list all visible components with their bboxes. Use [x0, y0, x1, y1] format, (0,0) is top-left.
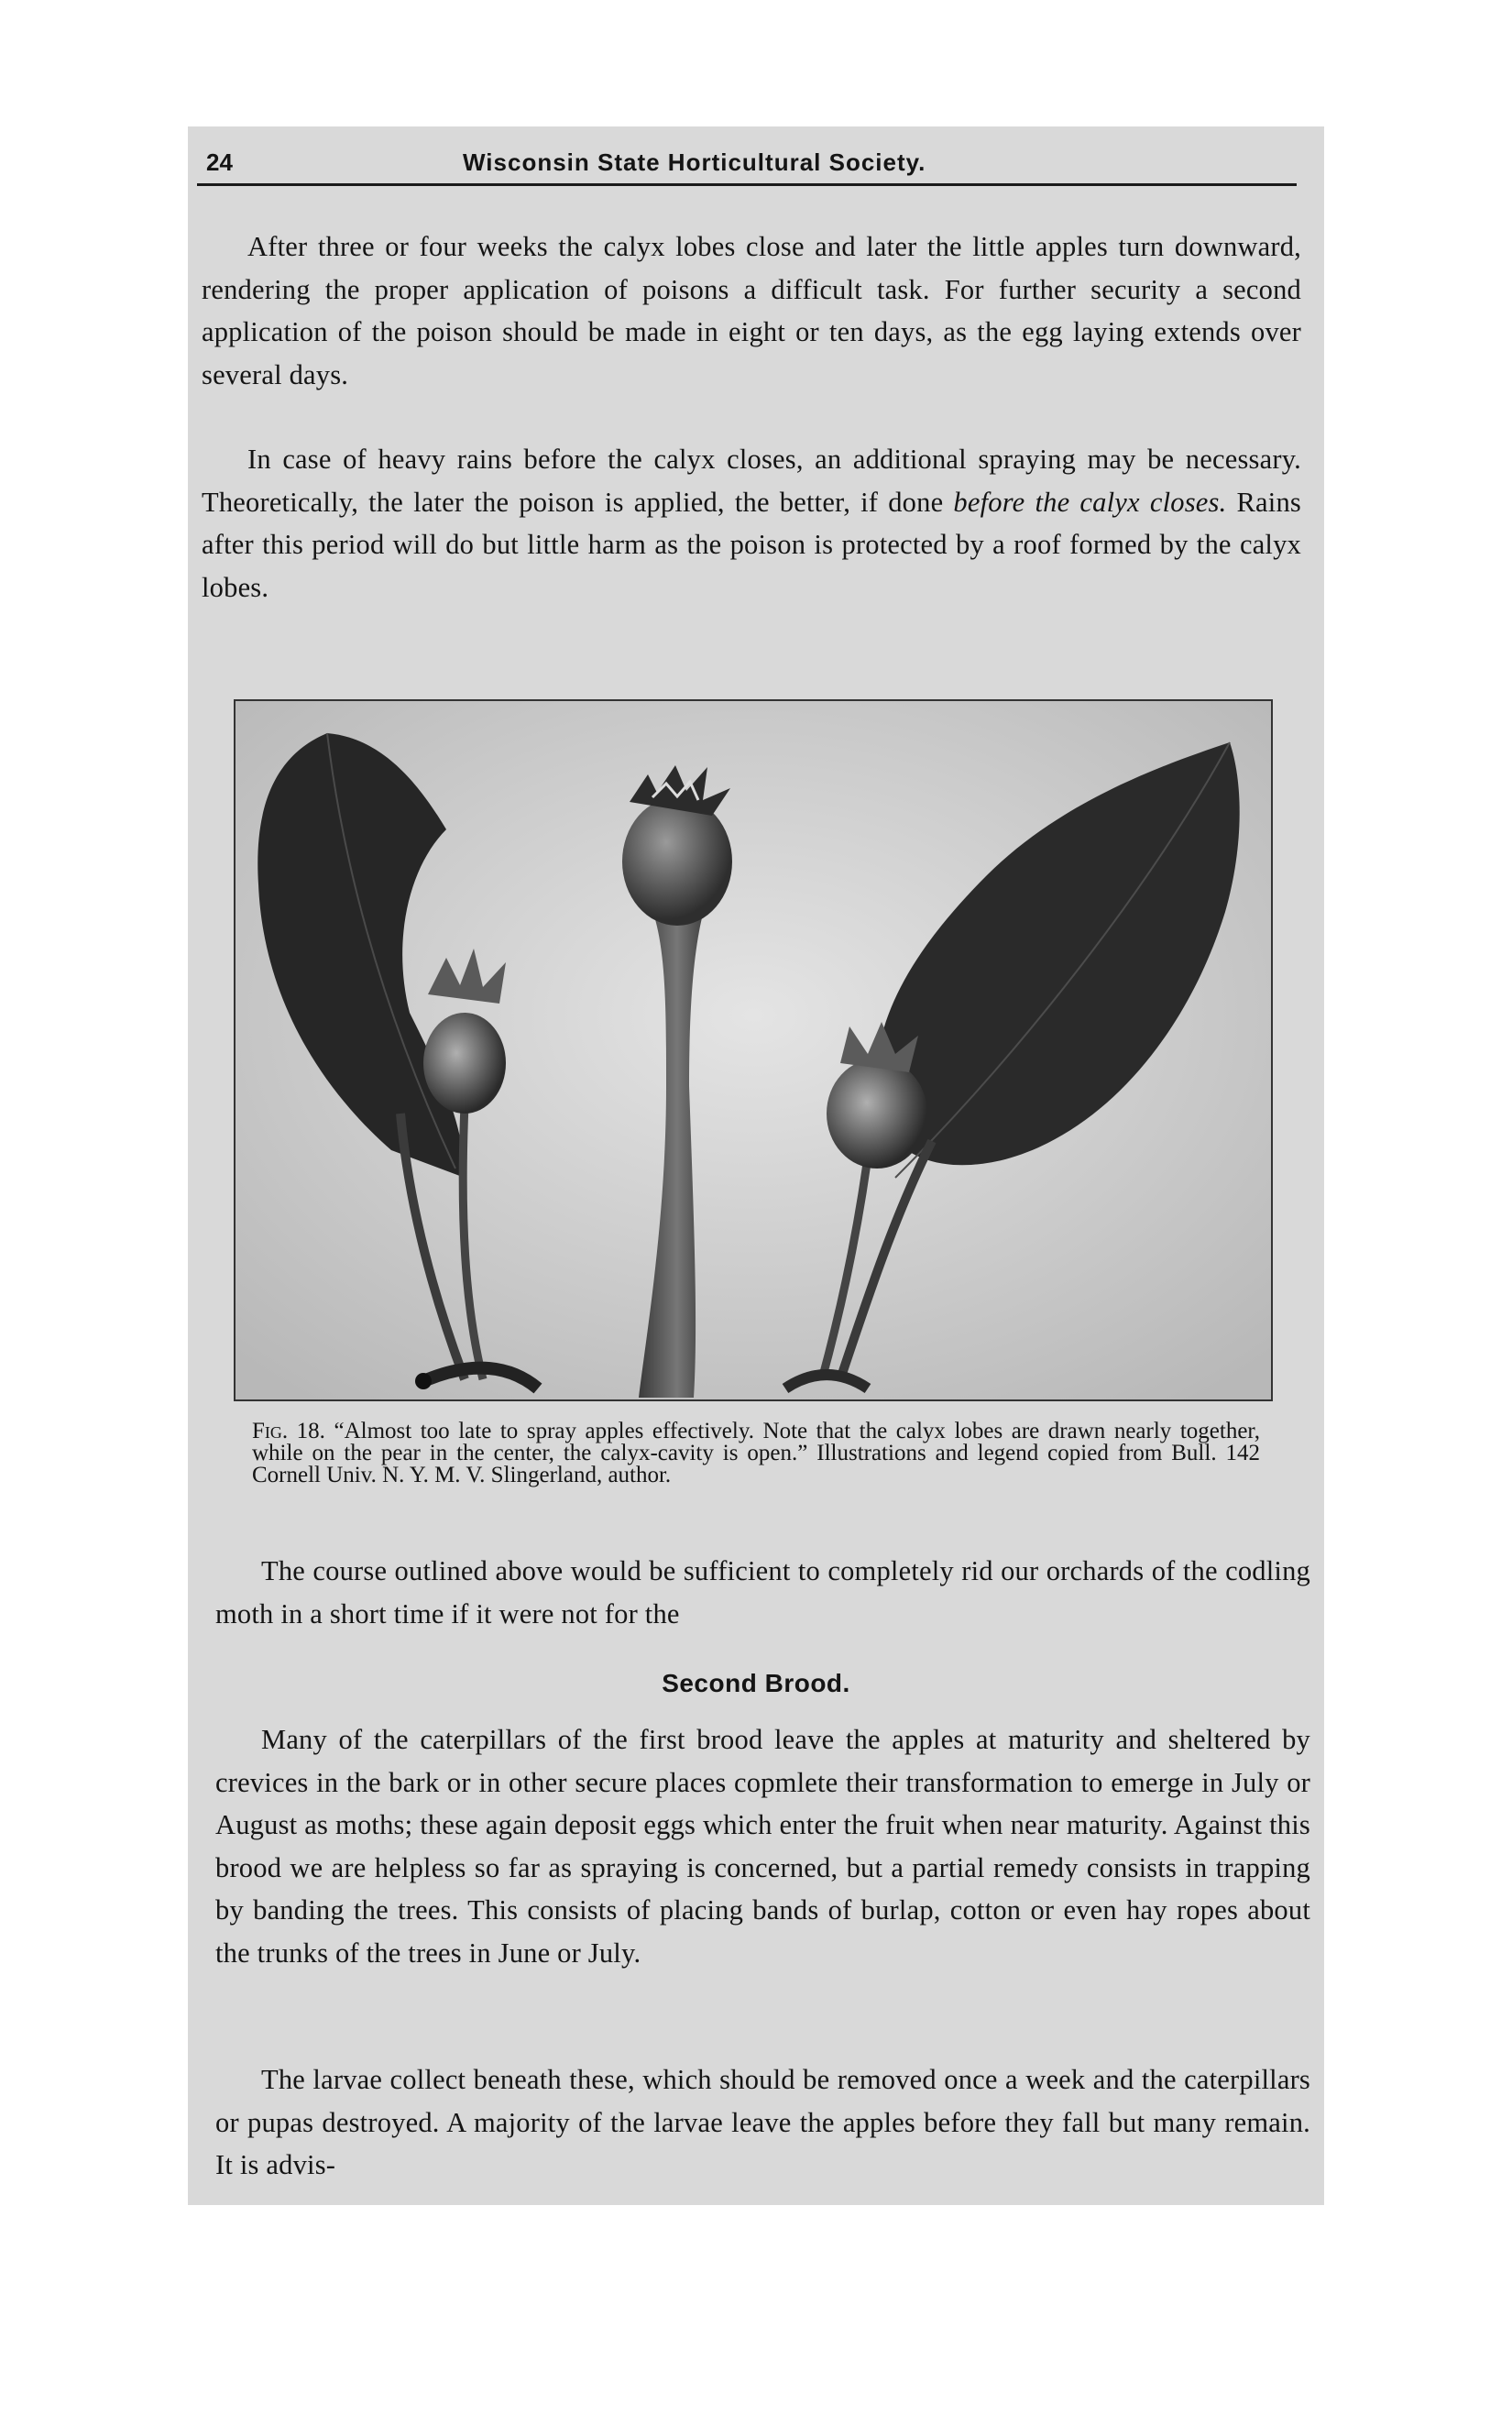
emphasis-text: before the calyx closes.	[953, 486, 1227, 518]
figure-label: Fig. 18.	[252, 1419, 325, 1443]
running-title: Wisconsin State Horticultural Society.	[463, 148, 926, 176]
paragraph-text: Many of the caterpillars of the first brood leave the apples at maturity and sheltered by crevices in the bark or in other secure places copmlete their transformation to emerge in July or August as moths; these again deposit eggs which enter the fruit when near maturity. Against this brood we are helpless so far as spraying is concerned, but a partial remedy consists in trapping by banding the trees. This consists of placing bands of burlap, cotton or even hay ropes about the trunks of the trees in June or July.	[215, 1724, 1310, 1969]
paragraph-calyx-lobes	[202, 225, 1301, 396]
page-number: 24	[206, 148, 233, 176]
paragraph-course-outlined	[215, 1550, 1310, 1635]
figure-caption	[252, 1421, 1260, 1487]
caption-text: “Almost too late to spray apples effectively. Note that the calyx lobes are drawn nearly together, while on the pear in the center, the calyx-cavity is open.” Illustrations and legend copied from Bull. 142 Cornell Univ. N. Y. M. V. Slingerland, author.	[252, 1419, 1260, 1487]
paragraph-text: In case of heavy rains before the calyx closes, an additional spraying may be necessary. Theoretically, the later the poison is applied, the better, if done	[202, 444, 1301, 518]
apple-pear-photo	[236, 701, 1271, 1399]
section-heading: Second Brood.	[662, 1669, 850, 1697]
paragraph-text: Rains after this period will do but little harm as the poison is protected by a roof formed by the calyx lobes.	[202, 486, 1301, 603]
running-header	[197, 147, 1297, 186]
paragraph-text: The larvae collect beneath these, which should be removed once a week and the caterpillars or pupas destroyed. A majority of the larvae leave the apples before they fall but many remain. It is advis-	[215, 2064, 1310, 2180]
paragraph-larvae	[215, 2058, 1310, 2187]
figure-photograph	[234, 699, 1273, 1401]
paragraph-heavy-rains	[202, 438, 1301, 609]
paragraph-first-brood	[215, 1718, 1310, 1974]
paragraph-text: The course outlined above would be sufficient to completely rid our orchards of the codling moth in a short time if it were not for the	[215, 1555, 1310, 1629]
book-page	[188, 126, 1324, 2205]
paragraph-text: After three or four weeks the calyx lobes close and later the little apples turn downward, rendering the proper application of poisons a difficult task. For further security a second application of the poison should be made in eight or ten days, as the egg laying extends over several days.	[202, 231, 1301, 390]
